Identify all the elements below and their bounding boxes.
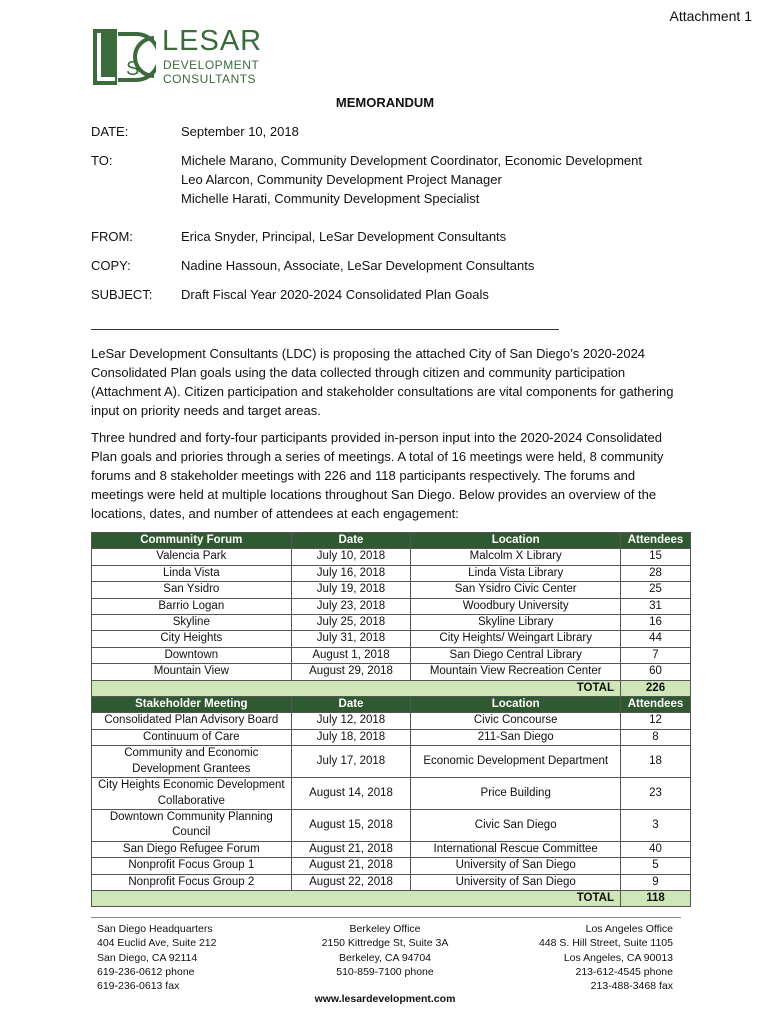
logo-mark-icon xyxy=(92,28,156,86)
table-cell: Skyline Library xyxy=(411,615,621,631)
column-header: Attendees xyxy=(621,697,691,713)
table-cell: July 18, 2018 xyxy=(291,729,411,745)
table-cell: San Ysidro xyxy=(92,582,292,598)
table-row xyxy=(92,565,691,581)
table-cell: Community and Economic Development Grantees xyxy=(92,746,292,778)
header-value: September 10, 2018 xyxy=(181,124,299,139)
table-cell: 12 xyxy=(621,713,691,729)
footer-line: Berkeley Office xyxy=(349,923,421,935)
forums-header-row xyxy=(92,533,691,549)
table-cell: City Heights xyxy=(92,631,292,647)
footer-berkeley-office xyxy=(300,922,470,979)
table-row xyxy=(92,729,691,745)
table-cell: Mountain View Recreation Center xyxy=(411,664,621,680)
table-row xyxy=(92,598,691,614)
total-label: TOTAL xyxy=(92,890,621,906)
table-cell: 18 xyxy=(621,746,691,778)
table-cell: Civic Concourse xyxy=(411,713,621,729)
table-cell: 25 xyxy=(621,582,691,598)
table-row xyxy=(92,778,691,810)
paragraph-intro: LeSar Development Consultants (LDC) is proposing the attached City of San Diego’s 2020-2024 Consolidated Plan goals using the data collected through citizen and community participation (Attachment A). Citizen participation and stakeholder consultations are vital components for gathering input on priority needs and target areas. xyxy=(91,346,674,418)
stakeholders-total-row xyxy=(92,890,691,906)
footer-line: 404 Euclid Ave, Suite 212 xyxy=(97,937,217,950)
table-cell: San Diego Refugee Forum xyxy=(92,841,292,857)
table-cell: August 15, 2018 xyxy=(291,809,411,841)
table-cell: 31 xyxy=(621,598,691,614)
logo-name: LESAR xyxy=(162,25,263,57)
table-cell: August 22, 2018 xyxy=(291,874,411,890)
table-row xyxy=(92,858,691,874)
table-row xyxy=(92,809,691,841)
table-cell: University of San Diego xyxy=(411,874,621,890)
engagement-table xyxy=(91,532,691,907)
table-cell: Nonprofit Focus Group 2 xyxy=(92,874,292,890)
table-cell: 5 xyxy=(621,858,691,874)
table-cell: 7 xyxy=(621,647,691,663)
table-cell: International Rescue Committee xyxy=(411,841,621,857)
table-row xyxy=(92,615,691,631)
table-cell: 3 xyxy=(621,809,691,841)
table-cell: Barrio Logan xyxy=(92,598,292,614)
header-key: COPY: xyxy=(91,258,131,273)
paragraph-overview: Three hundred and forty-four participants provided in-person input into the 2020-2024 Consolidated Plan goals and priories through a series of meetings. A total of 16 meetings were held, 8 community forums and 8 stakeholder meetings with 226 and 118 participants respectively. The forums and meetings were held at multiple locations throughout San Diego. Below provides an overview of the locations, dates, and number of attendees at each engagement: xyxy=(91,430,664,521)
header-value: Michelle Harati, Community Development Specialist xyxy=(181,191,480,206)
logo-subtitle-1: DEVELOPMENT xyxy=(163,58,260,72)
table-cell: July 31, 2018 xyxy=(291,631,411,647)
header-key: DATE: xyxy=(91,124,129,139)
footer-line: 213-612-4545 phone xyxy=(575,965,673,978)
table-row xyxy=(92,664,691,680)
table-cell: Mountain View xyxy=(92,664,292,680)
table-cell: 44 xyxy=(621,631,691,647)
table-row xyxy=(92,841,691,857)
column-header: Location xyxy=(411,533,621,549)
footer-line: Los Angeles, CA 90013 xyxy=(563,951,673,964)
footer-line: 619-236-0613 fax xyxy=(97,980,180,993)
footer-line: 619-236-0612 phone xyxy=(97,965,195,978)
column-header: Community Forum xyxy=(92,533,292,549)
footer-website: www.lesardevelopment.com xyxy=(314,993,456,1005)
table-row xyxy=(92,713,691,729)
header-key: TO: xyxy=(91,153,113,168)
table-cell: University of San Diego xyxy=(411,858,621,874)
table-cell: Civic San Diego xyxy=(411,809,621,841)
table-cell: City Heights/ Weingart Library xyxy=(411,631,621,647)
table-cell: Linda Vista Library xyxy=(411,565,621,581)
table-cell: July 19, 2018 xyxy=(291,582,411,598)
header-value: Draft Fiscal Year 2020-2024 Consolidated Plan Goals xyxy=(181,287,489,302)
column-header: Stakeholder Meeting xyxy=(92,697,292,713)
table-cell: San Diego Central Library xyxy=(411,647,621,663)
table-cell: Consolidated Plan Advisory Board xyxy=(92,713,292,729)
table-row xyxy=(92,746,691,778)
svg-text:S: S xyxy=(126,58,140,80)
table-cell: 9 xyxy=(621,874,691,890)
header-key: SUBJECT: xyxy=(91,287,153,302)
table-cell: August 21, 2018 xyxy=(291,841,411,857)
engagement-table-body xyxy=(92,533,691,907)
table-cell: 60 xyxy=(621,664,691,680)
footer-line: Los Angeles Office xyxy=(585,923,673,935)
table-cell: San Ysidro Civic Center xyxy=(411,582,621,598)
table-cell: Skyline xyxy=(92,615,292,631)
footer-line: Berkeley, CA 94704 xyxy=(338,951,432,964)
footer-line: 2150 Kittredge St, Suite 3A xyxy=(321,937,449,950)
header-value: Erica Snyder, Principal, LeSar Development Consultants xyxy=(181,229,507,244)
table-cell: July 25, 2018 xyxy=(291,615,411,631)
column-header: Location xyxy=(411,697,621,713)
header-value: Leo Alarcon, Community Development Project Manager xyxy=(181,172,502,187)
footer-line: San Diego, CA 92114 xyxy=(97,951,198,964)
table-row xyxy=(92,582,691,598)
table-cell: 23 xyxy=(621,778,691,810)
column-header: Attendees xyxy=(621,533,691,549)
footer-headquarters xyxy=(97,922,216,993)
footer-la-office xyxy=(520,922,673,993)
table-cell: Malcolm X Library xyxy=(411,549,621,565)
company-logo xyxy=(92,25,263,88)
table-cell: Linda Vista xyxy=(92,565,292,581)
table-cell: July 16, 2018 xyxy=(291,565,411,581)
table-cell: August 14, 2018 xyxy=(291,778,411,810)
column-header: Date xyxy=(291,697,411,713)
logo-subtitle-2: CONSULTANTS xyxy=(163,72,257,86)
table-cell: 40 xyxy=(621,841,691,857)
header-value: Michele Marano, Community Development Coordinator, Economic Development xyxy=(181,153,642,168)
table-cell: July 10, 2018 xyxy=(291,549,411,565)
column-header: Date xyxy=(291,533,411,549)
table-cell: 8 xyxy=(621,729,691,745)
memo-title: MEMORANDUM xyxy=(335,95,435,110)
table-cell: Nonprofit Focus Group 1 xyxy=(92,858,292,874)
table-cell: July 12, 2018 xyxy=(291,713,411,729)
table-cell: August 1, 2018 xyxy=(291,647,411,663)
footer-line: 213-488-3468 fax xyxy=(590,980,673,993)
table-cell: 15 xyxy=(621,549,691,565)
table-cell: Woodbury University xyxy=(411,598,621,614)
footer-line: 510-859-7100 phone xyxy=(336,965,434,978)
attachment-label: Attachment 1 xyxy=(669,8,752,24)
divider xyxy=(91,329,559,330)
stakeholders-header-row xyxy=(92,697,691,713)
table-row xyxy=(92,549,691,565)
table-cell: 16 xyxy=(621,615,691,631)
table-cell: Downtown xyxy=(92,647,292,663)
table-row xyxy=(92,874,691,890)
footer-divider xyxy=(91,917,681,918)
table-cell: Downtown Community Planning Council xyxy=(92,809,292,841)
table-row xyxy=(92,631,691,647)
table-cell: July 17, 2018 xyxy=(291,746,411,778)
table-cell: City Heights Economic Development Collaborative xyxy=(92,778,292,810)
table-cell: Economic Development Department xyxy=(411,746,621,778)
table-cell: 211-San Diego xyxy=(411,729,621,745)
table-cell: 28 xyxy=(621,565,691,581)
total-value: 118 xyxy=(621,890,691,906)
total-value: 226 xyxy=(621,680,691,696)
table-row xyxy=(92,647,691,663)
header-value: Nadine Hassoun, Associate, LeSar Development Consultants xyxy=(181,258,535,273)
table-cell: August 29, 2018 xyxy=(291,664,411,680)
table-cell: Price Building xyxy=(411,778,621,810)
footer-line: 448 S. Hill Street, Suite 1105 xyxy=(538,937,673,950)
footer-line: San Diego Headquarters xyxy=(97,923,213,935)
total-label: TOTAL xyxy=(92,680,621,696)
table-cell: August 21, 2018 xyxy=(291,858,411,874)
table-cell: July 23, 2018 xyxy=(291,598,411,614)
header-key: FROM: xyxy=(91,229,133,244)
forums-total-row xyxy=(92,680,691,696)
table-cell: Continuum of Care xyxy=(92,729,292,745)
table-cell: Valencia Park xyxy=(92,549,292,565)
